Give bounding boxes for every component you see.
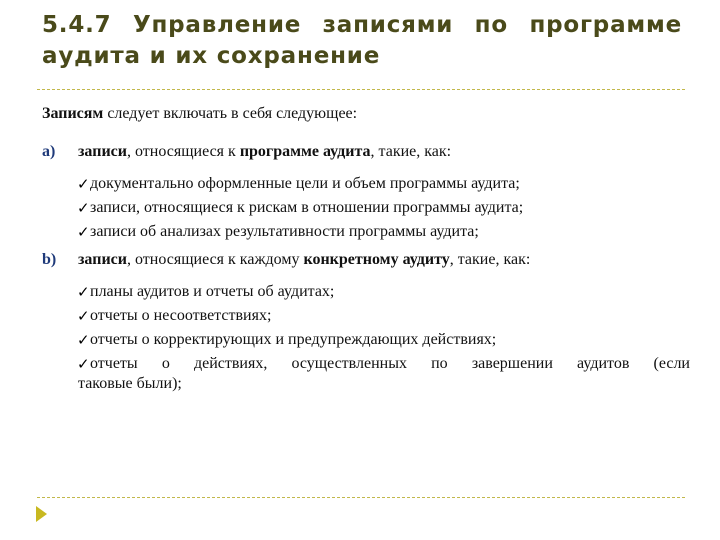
section-a	[42, 142, 690, 162]
corner-triangle-icon	[36, 506, 47, 522]
checkmark-icon: ✓	[77, 175, 90, 193]
checkmark-icon: ✓	[77, 223, 90, 241]
section-a-bold1: записи	[78, 143, 127, 160]
section-a-heading	[78, 142, 690, 162]
section-a-list	[42, 174, 690, 242]
list-item	[78, 282, 690, 302]
intro-paragraph	[42, 104, 690, 124]
checkmark-icon: ✓	[77, 199, 90, 217]
intro-bold: Записям	[42, 105, 104, 122]
list-item-text: записи, относящиеся к рискам в отношении программы аудита;	[90, 199, 524, 216]
list-item	[78, 330, 690, 350]
top-divider	[37, 89, 685, 90]
slide-body	[42, 104, 690, 402]
section-b-heading	[78, 250, 690, 270]
list-item	[78, 174, 690, 194]
section-b-mid: , относящиеся к каждому	[126, 251, 304, 268]
section-a-mid: , относящиеся к	[126, 143, 240, 160]
section-b-bold2: конкретному аудиту	[303, 251, 450, 268]
section-b-bold1: записи	[78, 251, 127, 268]
list-item-text-line2: таковые были);	[78, 375, 182, 392]
section-a-marker: a)	[42, 143, 56, 160]
list-item	[78, 222, 690, 242]
list-item-text: отчеты о корректирующих и предупреждающих действиях;	[90, 331, 497, 348]
checkmark-icon: ✓	[77, 307, 90, 325]
list-item	[78, 198, 690, 218]
section-b-list	[42, 282, 690, 394]
section-a-end: , такие, как:	[370, 143, 452, 160]
slide-title	[42, 10, 682, 72]
bottom-divider	[37, 497, 685, 498]
intro-text: следует включать в себя следующее:	[103, 105, 358, 122]
list-item-text: отчеты о несоответствиях;	[90, 307, 272, 324]
title-line-2: аудита и их сохранение	[42, 43, 381, 69]
section-a-bold2: программе аудита	[239, 143, 371, 160]
list-item	[78, 306, 690, 326]
checkmark-icon: ✓	[77, 355, 90, 373]
title-line-1: 5.4.7 Управление записями по программе	[42, 12, 682, 38]
checkmark-icon: ✓	[77, 331, 90, 349]
list-item-text: записи об анализах результативности программы аудита;	[90, 223, 479, 240]
section-b-end: , такие, как:	[449, 251, 531, 268]
list-item-text: документально оформленные цели и объем программы аудита;	[90, 175, 520, 192]
checkmark-icon: ✓	[77, 283, 90, 301]
section-b-marker: b)	[42, 251, 57, 268]
list-item-text: планы аудитов и отчеты об аудитах;	[90, 283, 335, 300]
section-b	[42, 250, 690, 270]
list-item-text-line1: отчеты о действиях, осуществленных по завершении аудитов (если	[90, 355, 690, 372]
list-item	[78, 354, 690, 394]
